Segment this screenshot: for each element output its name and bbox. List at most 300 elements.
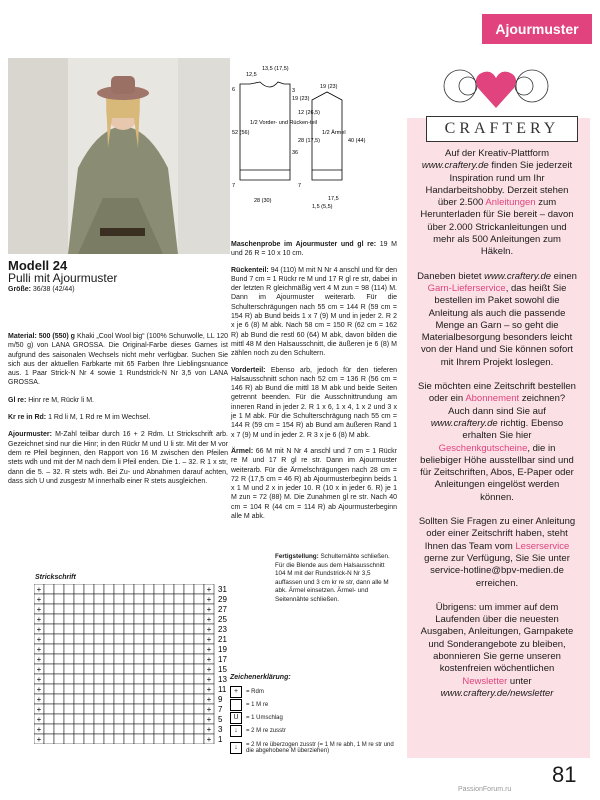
chart-cell [104,604,114,614]
chart-cell [74,714,84,724]
chart-cell [164,654,174,664]
chart-cell [94,644,104,654]
chart-cell [74,604,84,614]
chart-cell [144,644,154,654]
chart-cell [54,654,64,664]
sch-l14: 40 (44) [348,138,366,144]
chart-cell [164,714,174,724]
chart-edge-symbol: + [36,675,42,684]
chart-cell [164,674,174,684]
chart-cell [114,624,124,634]
chart-cell [64,634,74,644]
chart-cell [144,604,154,614]
chart-cell [134,614,144,624]
chart-cell [84,734,94,744]
finishing-text: Fertigstellung: Schulternähte schließen. Für die Blende aus dem Halsausschnitt 104 M mit der Rundstrick-N Nr 3,5 auffassen und 3 cm kr re str, dann alle M abk. Ärmel einsetzen. Ärmel- und Seitennähte schließen. [275,553,390,603]
chart-title: Strickschrift [35,574,76,581]
chart-cell [154,654,164,664]
chart-cell [114,684,124,694]
chart-cell [94,614,104,624]
chart-cell [144,724,154,734]
sch-l9: 28 (30) [254,198,272,204]
chart-cell [44,614,54,624]
chart-cell [84,624,94,634]
chart-cell [194,724,204,734]
sch-l6: 52 (56) [232,130,250,136]
chart-cell [154,664,164,674]
chart-cell [94,734,104,744]
chart-cell [144,624,154,634]
chart-cell [124,624,134,634]
chart-cell [174,684,184,694]
chart-edge-symbol: + [206,595,212,604]
chart-cell [54,614,64,624]
chart-edge-symbol: + [36,645,42,654]
chart-cell [144,684,154,694]
chart-cell [104,634,114,644]
chart-cell [164,694,174,704]
chart-cell [114,704,124,714]
chart-cell [194,614,204,624]
chart-cell [54,684,64,694]
chart-cell [54,604,64,614]
chart-cell [84,724,94,734]
chart-cell [154,604,164,614]
chart-cell [84,714,94,724]
chart-cell [74,584,84,594]
chart-cell [124,634,134,644]
chart-cell [104,584,114,594]
chart-cell [54,584,64,594]
chart-edge-symbol: + [36,605,42,614]
chart-cell [74,654,84,664]
chart-cell [164,604,174,614]
chart-edge-symbol: + [206,735,212,744]
chart-cell [44,604,54,614]
chart-cell [184,704,194,714]
chart-row-number: 19 [218,645,227,654]
chart-cell [174,704,184,714]
chart-cell [164,704,174,714]
chart-cell [104,694,114,704]
chart-cell [134,674,144,684]
legend-item: U = 1 Umschlag [230,711,396,724]
chart-cell [94,584,104,594]
chart-cell [174,694,184,704]
chart-cell [54,714,64,724]
chart-cell [124,724,134,734]
chart-cell [74,704,84,714]
sidebar-p3: Sie möchten eine Zeitschrift bestellen oder ein Abonnement zeichnen? Auch dann sind Sie auf www.craftery.de richtig. Ebenso erhalten Sie hier Geschenkgutscheine, die in beliebiger Höhe ausstellbar sind und für Zeitschriften, Abos, E-Paper oder Anleitungen eingelöst werden können. [418,381,576,503]
chart-cell [154,634,164,644]
chart-cell [104,644,114,654]
chart-cell [194,694,204,704]
chart-cell [64,704,74,714]
chart-edge-symbol: + [206,585,212,594]
chart-cell [184,674,194,684]
chart-cell [84,594,94,604]
chart-edge-symbol: + [36,665,42,674]
chart-cell [44,584,54,594]
sch-l13: 28 (17,5) [298,138,321,144]
chart-edge-symbol: + [36,615,42,624]
chart-cell [84,664,94,674]
sidebar-p1: Auf der Kreativ-Plattform www.craftery.de finden Sie jederzeit Inspiration rund um Ihr Handarbeitshobby. Derzeit stehen über 2.500 Anleitungen zum Herunterladen für Sie bereit – davon über 2.000 Strickanleitungen und mehr als 500 Anleitungen zum Häkeln. [420,148,574,258]
chart-cell [194,604,204,614]
legend-item: ↓ = 2 M re überzogen zusstr (= 1 M re abh, 1 M re str und die abgehobene M überziehen) [230,737,396,759]
chart-edge-symbol: + [206,695,212,704]
chart-cell [174,594,184,604]
chart-cell [144,714,154,724]
chart-cell [194,634,204,644]
chart-row-number: 17 [218,655,227,664]
chart-cell [54,704,64,714]
chart-cell [104,734,114,744]
chart-cell [94,634,104,644]
chart-cell [44,624,54,634]
chart-cell [174,674,184,684]
chart-cell [84,644,94,654]
chart-row-number: 21 [218,635,227,644]
legend-item: = 1 M re [230,698,396,711]
chart-row-number: 27 [218,605,227,614]
chart-cell [74,624,84,634]
chart-cell [74,734,84,744]
chart-cell [144,694,154,704]
chart-edge-symbol: + [36,695,42,704]
chart-cell [54,734,64,744]
chart-cell [134,664,144,674]
chart-cell [144,734,154,744]
sidebar-p5: Übrigens: um immer auf dem Laufenden über die neuesten Ausgaben, Anleitungen, Garnpakete und Sonderangebote zu bleiben, abonnieren Sie gerne unseren kostenfreien wöchentlichen Newsletter unter www.craftery.de/newsletter [420,601,574,699]
chart-edge-symbol: + [36,685,42,694]
chart-cell [184,734,194,744]
chart-cell [74,594,84,604]
chart-cell [44,704,54,714]
chart-cell [104,704,114,714]
legend-title: Zeichenerklärung: [230,674,291,681]
chart-row-number: 25 [218,615,227,624]
chart-cell [114,614,124,624]
sch-l15: 7 [298,183,302,189]
chart-cell [94,604,104,614]
chart-cell [124,714,134,724]
sch-l12: 1/2 Ärmel [322,130,346,136]
chart-cell [124,644,134,654]
chart-cell [114,644,124,654]
chart-cell [74,694,84,704]
chart-cell [114,584,124,594]
chart-cell [174,714,184,724]
chart-cell [184,594,194,604]
chart-cell [174,644,184,654]
chart-cell [124,614,134,624]
chart-cell [74,674,84,684]
chart-cell [64,674,74,684]
chart-cell [54,664,64,674]
chart-cell [164,664,174,674]
chart-row-number: 9 [218,695,223,704]
legend-item: + = Rdm [230,685,396,698]
chart-cell [164,724,174,734]
watermark: PassionForum.ru [458,786,512,793]
chart-cell [144,594,154,604]
chart-cell [154,594,164,604]
sch-l17: 17,5 [328,196,339,202]
chart-cell [94,664,104,674]
model-title: Modell 24 [8,258,68,273]
chart-cell [44,594,54,604]
model-photo [8,58,230,254]
chart-cell [134,654,144,664]
chart-cell [84,704,94,714]
sch-l5: 7 [232,183,236,189]
chart-edge-symbol: + [36,635,42,644]
chart-cell [74,684,84,694]
chart-cell [134,714,144,724]
chart-cell [44,674,54,684]
left-text-column: Material: 500 (550) g Khaki „Cool Wool big“ (100% Schurwolle, LL 120 m/50 g) von LANA GROSSA. Die Original-Farbe dieses Garnes ist aufgrund des saisonalen Wechsels nicht mehr verfügbar. Suchen Sie sich aus der aktuellen Farbkarte mit 65 Farben Ihre Lieblingsnuance aus. 1 Paar Strick-N Nr 4 sowie 1 Rundstrick-N Nr 3,5 von LANA GROSSA. Gl re: Hinr re M, Rückr li M. Kr re in Rd: 1 Rd li M, 1 Rd re M im Wechsel. Ajourmuster: M-Zahl teilbar durch 16 + 2 Rdm. Lt Strickschrift arb. Gezeichnet sind nur die Hinr; in den Rückr M und U li str. Mit der M vor dem re Pfeil beginnen, den Rapport von 16 M zwischen den Pfeilen stets wdh und mit der M nach dem li Pfeil enden. Die 1. – 32. R 1 x str, dann die 5. – 32. R stets wdh. Bei Zu- und Abnahmen darauf achten, dass sich U und zusgestr M innerhalb einer R stets ausgleichen. [8,333,229,485]
chart-cell [184,684,194,694]
chart-cell [174,724,184,734]
chart-cell [94,724,104,734]
chart-cell [104,684,114,694]
chart-cell [134,584,144,594]
knitting-chart [34,584,242,744]
chart-cell [124,664,134,674]
chart-cell [194,584,204,594]
page-number: 81 [552,762,577,787]
chart-cell [114,654,124,664]
chart-edge-symbol: + [206,685,212,694]
chart-row-number: 31 [218,585,227,594]
chart-cell [184,654,194,664]
chart-edge-symbol: + [206,705,212,714]
chart-cell [174,604,184,614]
chart-cell [74,724,84,734]
chart-cell [74,634,84,644]
chart-cell [134,734,144,744]
craftery-heart-logo [440,56,556,118]
sch-l4: 19 (23) [292,96,310,102]
chart-cell [194,654,204,664]
chart-cell [124,584,134,594]
chart-edge-symbol: + [36,715,42,724]
chart-cell [114,724,124,734]
chart-cell [64,694,74,704]
chart-cell [44,714,54,724]
chart-cell [154,644,164,654]
chart-cell [184,664,194,674]
chart-cell [84,614,94,624]
chart-cell [54,694,64,704]
chart-cell [184,604,194,614]
chart-cell [124,674,134,684]
chart-cell [144,664,154,674]
chart-edge-symbol: + [206,645,212,654]
chart-edge-symbol: + [206,635,212,644]
chart-cell [54,634,64,644]
chart-row-number: 11 [218,685,227,694]
chart-cell [194,734,204,744]
sch-l11: 12 (26,5) [298,110,321,116]
sch-l7: 1/2 Vorder- und Rücken-teil [250,120,317,126]
chart-cell [114,734,124,744]
chart-cell [194,674,204,684]
chart-cell [154,704,164,714]
chart-cell [174,664,184,674]
chart-cell [154,694,164,704]
chart-cell [184,614,194,624]
chart-cell [94,594,104,604]
sidebar-p4: Sollten Sie Fragen zu einer Anleitung oder einer Zeitschrift haben, steht Ihnen das Team vom Leserservice gerne zur Verfügung, Sie Sie unter service-hotline@bpv-medien.de erreichen. [418,516,576,589]
chart-cell [154,674,164,684]
chart-row-number: 1 [218,735,223,744]
chart-cell [134,624,144,634]
chart-cell [194,644,204,654]
chart-cell [44,724,54,734]
chart-cell [174,624,184,634]
chart-cell [164,634,174,644]
chart-edge-symbol: + [36,705,42,714]
chart-cell [144,654,154,664]
chart-row-number: 3 [218,725,223,734]
chart-cell [84,684,94,694]
chart-cell [64,724,74,734]
chart-cell [154,584,164,594]
chart-cell [144,584,154,594]
chart-cell [174,614,184,624]
chart-cell [164,644,174,654]
chart-cell [134,594,144,604]
section-tag: Ajourmuster [482,14,592,44]
chart-cell [124,594,134,604]
chart-row-number: 7 [218,705,223,714]
model-subtitle: Pulli mit Ajourmuster [8,271,118,285]
sidebar-box [407,118,590,758]
chart-cell [74,644,84,654]
chart-cell [174,654,184,664]
chart-cell [194,594,204,604]
chart-edge-symbol: + [206,605,212,614]
chart-cell [104,614,114,624]
chart-cell [44,684,54,694]
legend [230,674,396,759]
chart-cell [144,634,154,644]
chart-cell [114,674,124,684]
chart-cell [84,654,94,664]
chart-cell [64,714,74,724]
chart-cell [194,684,204,694]
chart-cell [184,724,194,734]
chart-cell [74,664,84,674]
chart-cell [184,644,194,654]
size-label: Größe: [8,286,31,293]
chart-cell [44,694,54,704]
craftery-brand: CRAFTERY [426,116,578,142]
chart-cell [154,734,164,744]
chart-cell [154,614,164,624]
chart-edge-symbol: + [36,585,42,594]
chart-cell [124,734,134,744]
chart-cell [154,624,164,634]
chart-cell [44,654,54,664]
chart-cell [124,604,134,614]
chart-cell [194,714,204,724]
chart-cell [134,634,144,644]
chart-edge-symbol: + [206,625,212,634]
chart-cell [184,694,194,704]
chart-edge-symbol: + [206,665,212,674]
chart-cell [54,724,64,734]
sch-l16: 1,5 (5,5) [312,204,333,210]
sleeve-outline [312,92,342,180]
chart-cell [154,714,164,724]
chart-cell [134,694,144,704]
chart-cell [84,634,94,644]
chart-edge-symbol: + [206,615,212,624]
chart-cell [94,704,104,714]
sch-l3: 3 [292,88,296,94]
chart-cell [144,704,154,714]
chart-cell [74,614,84,624]
chart-edge-symbol: + [206,715,212,724]
chart-cell [84,604,94,614]
chart-cell [114,594,124,604]
chart-cell [134,604,144,614]
chart-cell [194,664,204,674]
chart-cell [164,684,174,694]
chart-cell [64,594,74,604]
middle-text-column: Maschenprobe im Ajourmuster und gl re: 19 M und 26 R = 10 x 10 cm. Rückenteil: 94 (110) M mit N Nr 4 anschl und für den Bund 7 cm = 1 Rückr re M und 17 R gl re str, dabei in der letzten R gleichmäßig vert 4 M zun = 98 (114) M. Dann im Ajourmuster weiterarb. Für die Schulterschrägungen nach 55 cm = 144 R (59 cm = 154 R) ab Bund beids 1 x 7 (9) M und in jeder 2. R 2 x je 6 (8) M abk. Nach 58 cm = 150 R (62 cm = 162 R) ab Bund die restl 60 (64) M abk, davon bilden die mittl 48 M den Halsausschnitt, die äußeren je 6 (8) M zählen noch zu den Schultern. Vorderteil: Ebenso arb, jedoch für den tieferen Halsausschnitt schon nach 52 cm = 136 R (56 cm = 146 R) ab Bund die mittl 18 M abk und beide Seiten getrennt beenden. Für die Ausschnittrundung am inneren Rand in jeder 2. R 1 x 6, 1 x 4, 1 x 2 und 3 x je 1 M abk. Für die Schulterschrägung nach 55 cm = 144 R (59 cm = 154 R) ab Bund am äußeren Rand 1 x 7 (9) M und in jeder 2. R 3 x je 6 (8) M abk. Ärmel: 66 M mit N Nr 4 anschl und 7 cm = 1 Rückr re M und 17 R gl re str. Dann im Ajourmuster weiterarb. Für die Ärmelschrägungen nach 28 cm = 72 R (17,5 cm = 46 R) ab Ajourmusterbeginn beids 1 x 1 M und 2 x in jeder 10. R (10 x in jeder 6. R) je 1 M zun = 72 (88) M. Die Zunahmen gl re str. Nach 40 cm = 104 R (44 cm = 114 R) ab Ajourmusterbeginn alle M abk. [231,241,398,521]
chart-cell [114,664,124,674]
chart-cell [134,724,144,734]
chart-cell [114,634,124,644]
chart-cell [144,674,154,684]
schematic-diagram [232,62,402,212]
chart-cell [184,634,194,644]
chart-row-number: 5 [218,715,223,724]
chart-cell [54,644,64,654]
chart-cell [54,624,64,634]
chart-edge-symbol: + [206,675,212,684]
chart-cell [64,584,74,594]
chart-cell [94,624,104,634]
chart-cell [104,724,114,734]
model-photo-illustration [8,58,230,254]
chart-cell [44,664,54,674]
chart-cell [64,684,74,694]
chart-cell [184,714,194,724]
chart-cell [104,624,114,634]
chart-cell [114,604,124,614]
sch-l1: 13,5 (17,5) [262,66,289,72]
sidebar-p2: Daneben bietet www.craftery.de einen Garn-Lieferservice, das heißt Sie bestellen im Paket sowohl die Anleitung als auch die passende Menge an Garn – so geht die Materialbesorgung besonders leicht von der Hand und Sie können sofort mit Ihrem Projekt loslegen. [417,270,577,368]
chart-row-number: 15 [218,665,227,674]
chart-cell [164,584,174,594]
chart-cell [84,674,94,684]
chart-cell [164,734,174,744]
chart-cell [54,594,64,604]
chart-cell [194,624,204,634]
chart-cell [94,684,104,694]
chart-cell [64,664,74,674]
chart-cell [84,694,94,704]
chart-row-number: 23 [218,625,227,634]
chart-cell [164,624,174,634]
chart-cell [104,594,114,604]
chart-row-number: 29 [218,595,227,604]
